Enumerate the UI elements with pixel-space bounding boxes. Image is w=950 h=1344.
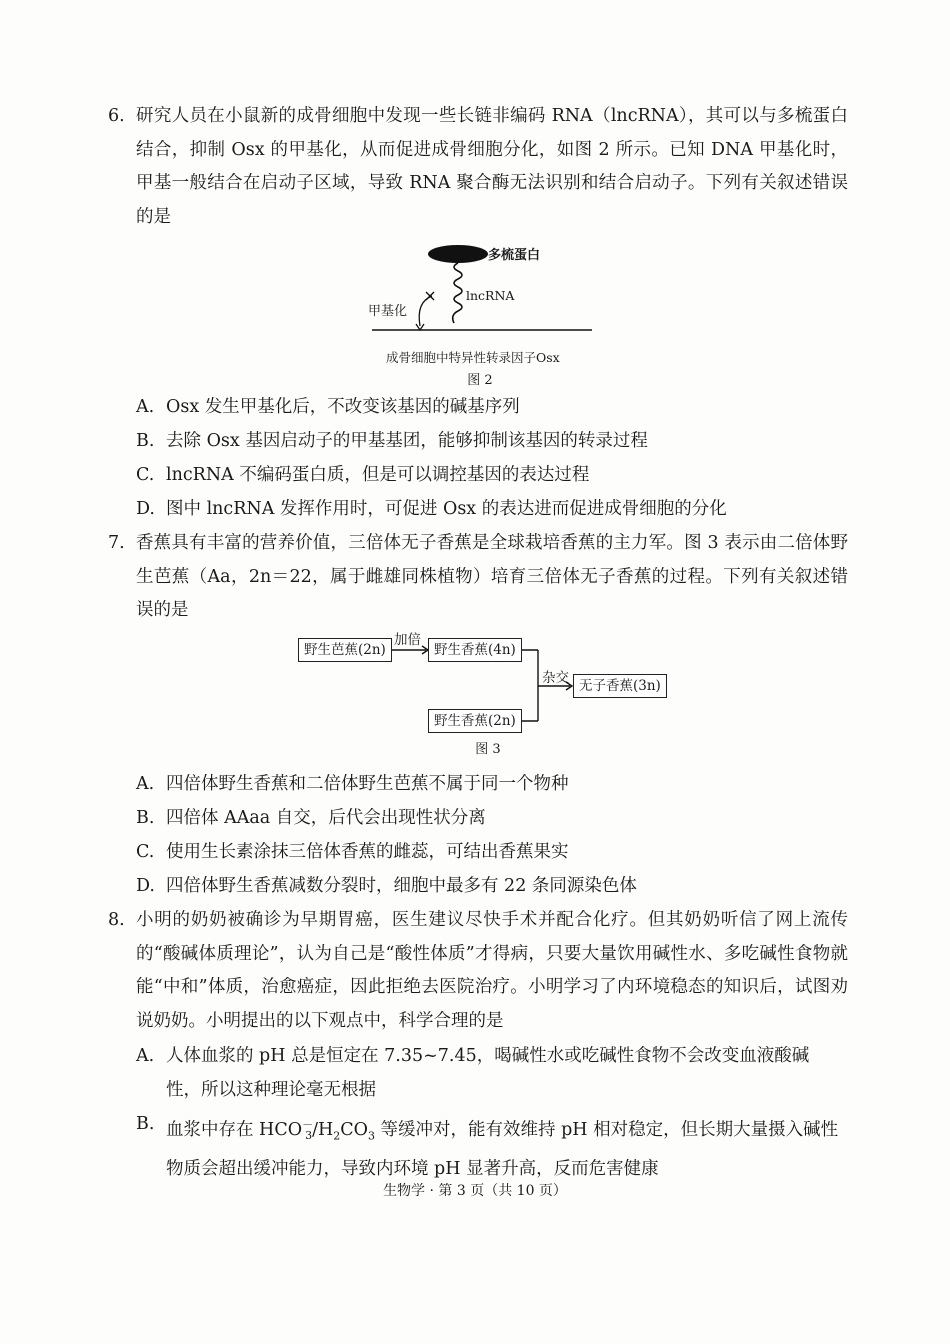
option-text: Osx 发生甲基化后，不改变该基因的碱基序列 [166, 397, 520, 417]
q7-option-c [136, 836, 848, 870]
page-footer: 生物学 · 第 3 页（共 10 页） [383, 1183, 567, 1199]
q8-option-b [136, 1108, 841, 1186]
q7-option-b [136, 802, 848, 836]
label-cross: 杂交 [542, 670, 569, 686]
question-6 [108, 100, 848, 234]
option-text: lncRNA 不编码蛋白质，但是可以调控基因的表达过程 [166, 465, 590, 485]
question-8 [108, 904, 848, 1038]
box-seedless-banana-3n: 无子香蕉(3n) [573, 674, 667, 698]
question-7 [108, 527, 848, 628]
q6-option-d [136, 493, 848, 527]
label-lncrna: lncRNA [466, 288, 515, 303]
option-label: B. [136, 431, 155, 451]
figure-2-caption: 图 2 [467, 373, 493, 388]
option-text: 使用生长素涂抹三倍体香蕉的雌蕊，可结出香蕉果实 [166, 842, 569, 862]
option-label: B. [136, 1114, 155, 1134]
box-wild-banana-2n: 野生香蕉(2n) [428, 709, 522, 733]
box-wild-plantain-2n: 野生芭蕉(2n) [298, 638, 392, 662]
option-text: 四倍体野生香蕉和二倍体野生芭蕉不属于同一个物种 [166, 774, 569, 794]
question-stem: 研究人员在小鼠新的成骨细胞中发现一些长链非编码 RNA（lncRNA），其可以与多梳蛋白结合，抑制 Osx 的甲基化，从而促进成骨细胞分化，如图 2 所示。已知 DNA 甲基化时，甲基一般结合在启动子区域，导致 RNA 聚合酶无法识别和结合启动子。下列有关叙述错误的是 [136, 106, 848, 227]
label-osx-gene: 成骨细胞中特异性转录因子Osx [386, 350, 560, 365]
option-text: 人体血浆的 pH 总是恒定在 7.35~7.45，喝碱性水或吃碱性食物不会改变血液酸碱性，所以这种理论毫无根据 [166, 1046, 810, 1100]
question-stem: 香蕉具有丰富的营养价值，三倍体无子香蕉是全球栽培香蕉的主力军。图 3 表示由二倍体野生芭蕉（Aa，2n＝22，属于雌雄同株植物）培育三倍体无子香蕉的过程。下列有关叙述错误的是 [136, 533, 848, 620]
q6-option-a [136, 391, 848, 425]
q6-option-b [136, 425, 848, 459]
figure-2 [360, 238, 600, 388]
q8-option-a [136, 1040, 841, 1107]
question-number: 7. [108, 533, 125, 553]
question-stem: 小明的奶奶被确诊为早期胃癌，医生建议尽快手术并配合化疗。但其奶奶听信了网上流传的“酸碱体质理论”，认为自己是“酸性体质”才得病，只要大量饮用碱性水、多吃碱性食物就能“中和”体质，治愈癌症，因此拒绝去医院治疗。小明学习了内环境稳态的知识后，试图劝说奶奶。小明提出的以下观点中，科学合理的是 [136, 910, 848, 1031]
option-text: 血浆中存在 $HCO^-_3/H_2CO_3$ 等缓冲对，能有效维持 pH 相对稳定，但长期大量摄入碱性物质会超出缓冲能力，导致内环境 pH 显著升高，反而危害健康 [166, 1118, 839, 1179]
option-label: C. [136, 842, 155, 862]
q6-option-c [136, 459, 848, 493]
question-number: 8. [108, 910, 125, 930]
option-text: 四倍体 AAaa 自交，后代会出现性状分离 [166, 808, 486, 828]
option-text: 去除 Osx 基因启动子的甲基基团，能够抑制该基因的转录过程 [166, 431, 648, 451]
option-text: 图中 lncRNA 发挥作用时，可促进 Osx 的表达进而促进成骨细胞的分化 [166, 499, 727, 519]
option-label: A. [136, 397, 155, 417]
q7-option-d [136, 870, 848, 904]
option-text: 四倍体野生香蕉减数分裂时，细胞中最多有 22 条同源染色体 [166, 876, 637, 896]
label-methylation: 甲基化 [368, 304, 408, 319]
q7-option-a [136, 768, 848, 802]
lncrna-coil [453, 263, 462, 323]
box-wild-banana-4n: 野生香蕉(4n) [428, 638, 522, 662]
option-label: A. [136, 774, 155, 794]
label-polycomb: 多梳蛋白 [488, 248, 541, 263]
figure-3-caption: 图 3 [475, 742, 501, 757]
option-label: B. [136, 808, 155, 828]
label-doubling: 加倍 [394, 632, 421, 648]
methylation-arrow [419, 296, 432, 326]
option-label: D. [136, 499, 155, 519]
option-label: C. [136, 465, 155, 485]
option-label: D. [136, 876, 155, 896]
figure-3 [298, 628, 678, 758]
option-label: A. [136, 1046, 155, 1066]
polycomb-protein-shape [428, 245, 488, 263]
question-number: 6. [108, 106, 125, 126]
